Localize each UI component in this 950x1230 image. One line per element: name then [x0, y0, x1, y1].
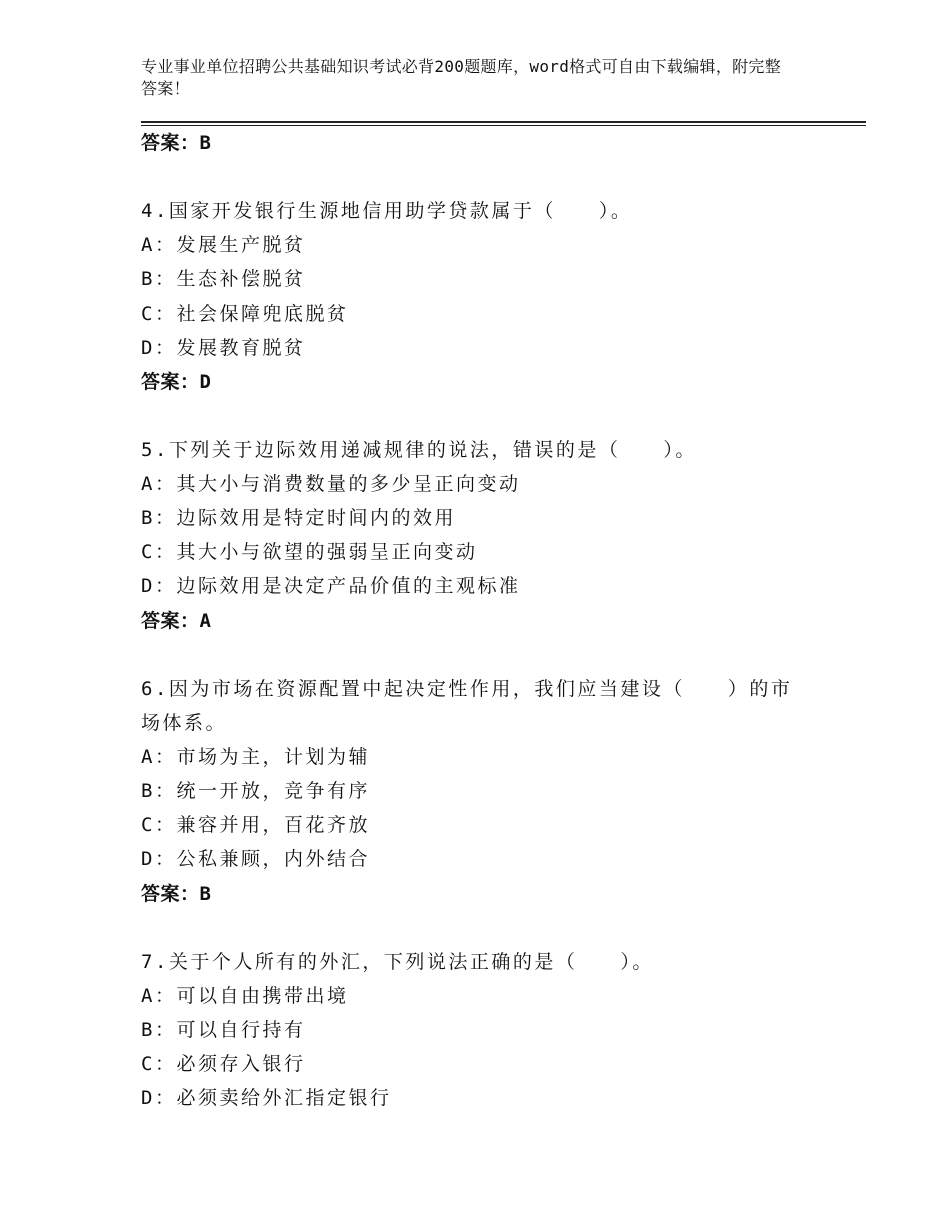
option-b: B：边际效用是特定时间内的效用: [141, 507, 456, 529]
option-c: C：其大小与欲望的强弱呈正向变动: [141, 541, 478, 563]
question-stem: 5.下列关于边际效用递减规律的说法，错误的是（ ）。: [141, 439, 697, 461]
answer-line: 答案：B: [141, 132, 212, 154]
question-stem: 6.因为市场在资源配置中起决定性作用，我们应当建设（ ）的市: [141, 678, 793, 700]
option-b: B：可以自行持有: [141, 1019, 306, 1041]
option-a: A：可以自由携带出境: [141, 985, 349, 1007]
option-c: C：兼容并用，百花齐放: [141, 814, 370, 836]
option-d: D：必须卖给外汇指定银行: [141, 1087, 392, 1109]
option-b: B：统一开放，竞争有序: [141, 780, 370, 802]
answer-line: 答案：B: [141, 883, 212, 905]
answer-line: 答案：A: [141, 610, 212, 632]
question-stem: 7.关于个人所有的外汇，下列说法正确的是（ ）。: [141, 951, 654, 973]
answer-line: 答案：D: [141, 371, 212, 393]
option-b: B：生态补偿脱贫: [141, 268, 306, 290]
document-header: 专业事业单位招聘公共基础知识考试必背200题题库，word格式可自由下载编辑，附完整答案！: [141, 57, 782, 98]
header-rule-thin: [141, 125, 866, 126]
header-rule: [141, 121, 866, 123]
option-c: C：必须存入银行: [141, 1053, 306, 1075]
option-a: A：其大小与消费数量的多少呈正向变动: [141, 473, 521, 495]
option-a: A：发展生产脱贫: [141, 234, 306, 256]
option-d: D：公私兼顾，内外结合: [141, 848, 370, 870]
option-d: D：边际效用是决定产品价值的主观标准: [141, 575, 521, 597]
question-stem: 4.国家开发银行生源地信用助学贷款属于（ ）。: [141, 200, 633, 222]
option-c: C：社会保障兜底脱贫: [141, 303, 349, 325]
question-stem-cont: 场体系。: [141, 712, 228, 734]
option-d: D：发展教育脱贫: [141, 337, 306, 359]
option-a: A：市场为主，计划为辅: [141, 746, 370, 768]
